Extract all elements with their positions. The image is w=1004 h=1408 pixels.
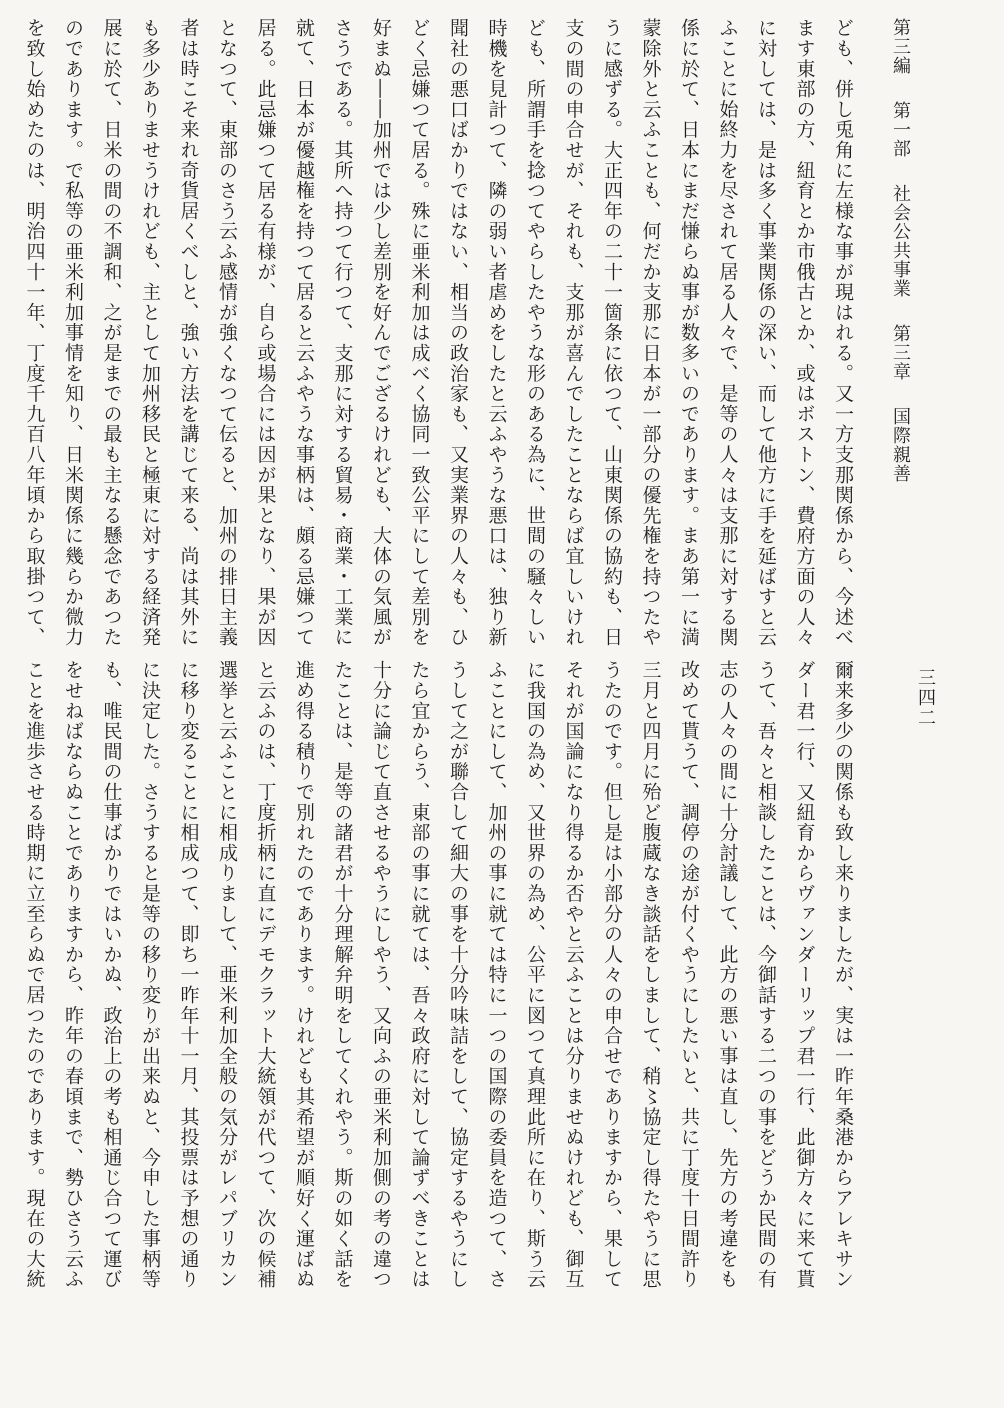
header-part: 第三編 xyxy=(890,18,911,75)
upper-text-block: ども、併し兎角に左様な事が現はれる。又一方支那関係から、今述べ ます東部の方、紐育とか市俄古とか、或はボストン、費府方面の人々 に対しては、是は多く事業関係の深い、而して他方に手を延ばすと云 ふことに始終力を尽されて居る人々で、是等の人々は支那に対する関 係に於て、日本にまだ慊らぬ事が数多いのであります。まあ第一に満 蒙除外と云ふことも、何だか支那に日本が一部分の優先権を持つたや うに感ずる。大正四年の二十一箇条に依つて、山東関係の協約も、日 支の間の申合せが、それも、支那が喜んでしたことならば宜しいけれ ども、所謂手を捻つてやらしたやうな形のある為に、世間の騒々しい 時機を見計つて、隣の弱い者虐めをしたと云ふやうな悪口は、独り新 聞社の悪口ばかりではない、相当の政治家も、又実業界の人々も、ひ どく忌嫌つて居る。殊に亜米利加は成べく協同一致公平にして差別を 好まぬ――加州では少し差別を好んでござるけれども、大体の気風が さうである。其所へ持つて行つて、支那に対する貿易・商業・工業に 就て、日本が優越権を持つて居ると云ふやうな事柄は、頗る忌嫌つて 居る。此忌嫌つて居る有様が、自ら或場合には因が果となり、果が因 となつて、東部のさう云ふ感情が強くなつて伝ると、加州の排日主義 者は時こそ来れ奇貨居くべしと、強い方法を講じて来る、尚は其外に も多少ありませうけれども、主として加州移民と極東に対する経済発 展に於て、日米の間の不調和、之が是までの最も主なる懸念であつた のであります。で私等の亜米利加事情を知り、日米関係に幾らか微力 を致し始めたのは、明治四十一年、丁度千九百八年頃から取掛つて、 xyxy=(23,18,854,648)
running-header xyxy=(880,18,920,668)
header-chapter: 第三章 xyxy=(890,324,911,381)
page-number: 三四二 xyxy=(915,668,936,728)
header-section: 第一部 xyxy=(890,101,911,158)
header-subject: 社会公共事業 xyxy=(890,184,911,298)
header-chapter-title: 国際親善 xyxy=(890,407,911,483)
lower-text-block: 爾来多少の関係も致し来りましたが、実は一昨年桑港からアレキサン ダー君一行、又紐育からヴァンダーリップ君一行、此御方々に来て貰 うて、吾々と相談したことは、今御話する二つの事をどうか民間の有 志の人々の間に十分討議して、此方の悪い事は直し、先方の考違をも 改めて貰うて、調停の途が付くやうにしたいと、共に丁度十日間許り 三月と四月に殆ど腹蔵なき談話をしまして、稍〻協定し得たやうに思 うたのです。但し是は小部分の人々の申合せでありますから、果して それが国論になり得るか否やと云ふことは分りませぬけれども、御互 に我国の為め、又世界の為め、公平に図つて真理此所に在り、斯う云 ふことにして、加州の事に就ては特に一つの国際の委員を造つて、さ うして之が聯合して細大の事を十分吟味詰をして、協定するやうにし たら宜からう、東部の事に就ては、吾々政府に対して論ずべきことは 十分に論じて直させるやうにしやう、又向ふの亜米利加側の考の違つ たことは、是等の諸君が十分理解弁明をしてくれやう。斯の如く話を 進め得る積りで別れたのであります。けれども其希望が順好く運ばぬ と云ふのは、丁度折柄に直にデモクラット大統領が代つて、次の候補 選挙と云ふことに相成りまして、亜米利加全般の気分がレパブリカン に移り変ることに相成つて、即ち一昨年十一月、其投票は予想の通り に決定した。さうすると是等の移り変りが出来ぬと、今申した事柄等 も、唯民間の仕事ばかりではいかぬ、政治上の考も相通じ合つて運び をせねばならぬことでありますから、昨年の春頃まで、勢ひさう云ふ ことを進歩させる時期に立至らぬで居つたのであります。現在の大統 xyxy=(23,660,854,1290)
